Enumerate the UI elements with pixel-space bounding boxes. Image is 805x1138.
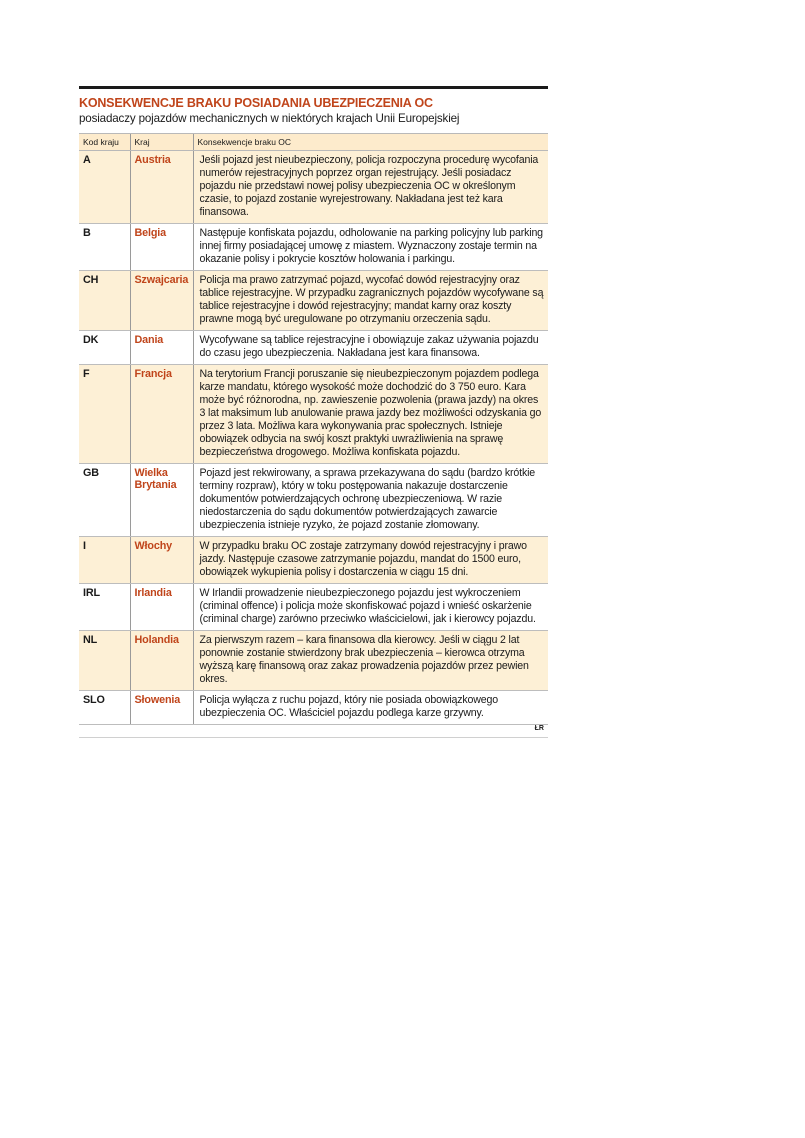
country-name: Francja xyxy=(130,365,193,464)
consequence-text: W Irlandii prowadzenie nieubezpieczonego pojazdu jest wykroczeniem (criminal offence) i policja może skonfiskować pojazd i wnieść oskarżenie (criminal charge) zarówno przeciwko właścicielowi, jak i kierowcy pojazdu. xyxy=(193,584,548,631)
consequence-text: W przypadku braku OC zostaje zatrzymany dowód rejestracyjny i prawo jazdy. Następuje czasowe zatrzymanie pojazdu, mandat do 1500 euro, obowiązek wykupienia polisy i dostarczenia w ciągu 15 dni. xyxy=(193,537,548,584)
footer-rule xyxy=(79,725,548,738)
table-header-row xyxy=(79,134,548,151)
country-code: CH xyxy=(79,271,130,331)
country-name: Słowenia xyxy=(130,691,193,725)
country-name: Holandia xyxy=(130,631,193,691)
table-row xyxy=(79,224,548,271)
country-code: GB xyxy=(79,464,130,537)
table-row xyxy=(79,151,548,224)
table-row xyxy=(79,331,548,365)
consequence-text: Pojazd jest rekwirowany, a sprawa przekazywana do sądu (bardzo krótkie terminy rozpraw), który w toku postępowania nakazuje dostarczenie dokumentów potwierdzających ochronę ubezpieczeniową. W razie niedostarczenia do sądu dokumentów potwierdzających zawarcie ubezpieczenia istnieje ryzyko, że pojazd zostanie złomowany. xyxy=(193,464,548,537)
table-row xyxy=(79,365,548,464)
consequence-text: Policja ma prawo zatrzymać pojazd, wycofać dowód rejestracyjny oraz tablice rejestracyjne. W przypadku zagranicznych pojazdów wycofywane są tablice rejestracyjne i dowód rejestracyjny; mandat karny oraz koszty prawne mogą być uregulowane po otrzymaniu orzeczenia sądu. xyxy=(193,271,548,331)
table-row xyxy=(79,537,548,584)
header-consequences: Konsekwencje braku OC xyxy=(193,134,548,151)
country-code: A xyxy=(79,151,130,224)
country-name: Włochy xyxy=(130,537,193,584)
country-code: F xyxy=(79,365,130,464)
country-code: SLO xyxy=(79,691,130,725)
table-row xyxy=(79,691,548,725)
table-row xyxy=(79,631,548,691)
table-row xyxy=(79,464,548,537)
consequence-text: Na terytorium Francji poruszanie się nieubezpieczonym pojazdem podlega karze mandatu, którego wysokość może dochodzić do 3 750 euro. Kara może być różnorodna, np. zawieszenie pozwolenia (prawa jazdy) na okres 3 lat maksimum lub anulowanie prawa jazdy bez możliwości odzyskania go przez 3 lata. Możliwa kara wykonywania prac społecznych. Istnieje obowiązek odbycia na swój koszt praktyki uwrażliwienia na sprawę bezpieczeństwa drogowego. Możliwa konfiskata pojazdu. xyxy=(193,365,548,464)
consequence-text: Jeśli pojazd jest nieubezpieczony, policja rozpoczyna procedurę wycofania numerów rejestracyjnych poprzez organ rejestrujący. Jeśli posiadacz pojazdu nie przedstawi nowej polisy ubezpieczenia OC w określonym czasie, to pojazd zostanie wyrejestrowany. Nakładana jest też kara finansowa. xyxy=(193,151,548,224)
country-code: NL xyxy=(79,631,130,691)
country-name: Irlandia xyxy=(130,584,193,631)
consequence-text: Wycofywane są tablice rejestracyjne i obowiązuje zakaz używania pojazdu do czasu jego ubezpieczenia. Nakładana jest kara finansowa. xyxy=(193,331,548,365)
page-subtitle: posiadaczy pojazdów mechanicznych w niektórych krajach Unii Europejskiej xyxy=(79,112,460,125)
consequences-table xyxy=(79,133,548,725)
table-panel xyxy=(79,86,548,738)
consequence-text: Policja wyłącza z ruchu pojazd, który nie posiada obowiązkowego ubezpieczenia OC. Właściciel pojazdu podlega karze grzywny. xyxy=(193,691,548,725)
table-row xyxy=(79,271,548,331)
source-credit: ŁR xyxy=(534,725,544,732)
country-name: Szwajcaria xyxy=(130,271,193,331)
consequence-text: Za pierwszym razem – kara finansowa dla kierowcy. Jeśli w ciągu 2 lat ponownie zostanie stwierdzony brak ubezpieczenia – kierowca otrzyma wyższą karę finansową oraz zakaz prowadzenia pojazdów przez pewien okres. xyxy=(193,631,548,691)
country-name: Austria xyxy=(130,151,193,224)
consequence-text: Następuje konfiskata pojazdu, odholowanie na parking policyjny lub parking innej firmy posiadającej umowę z miastem. Wyznaczony zostaje termin na okazanie polisy i pokrycie kosztów holowania i parkingu. xyxy=(193,224,548,271)
country-code: B xyxy=(79,224,130,271)
country-name: Wielka Brytania xyxy=(130,464,193,537)
header-code: Kod kraju xyxy=(79,134,130,151)
page-title: KONSEKWENCJE BRAKU POSIADANIA UBEZPIECZENIA OC xyxy=(79,96,433,110)
country-name: Belgia xyxy=(130,224,193,271)
country-name: Dania xyxy=(130,331,193,365)
top-rule xyxy=(79,86,548,89)
country-code: I xyxy=(79,537,130,584)
country-code: IRL xyxy=(79,584,130,631)
country-code: DK xyxy=(79,331,130,365)
table-row xyxy=(79,584,548,631)
header-country: Kraj xyxy=(130,134,193,151)
